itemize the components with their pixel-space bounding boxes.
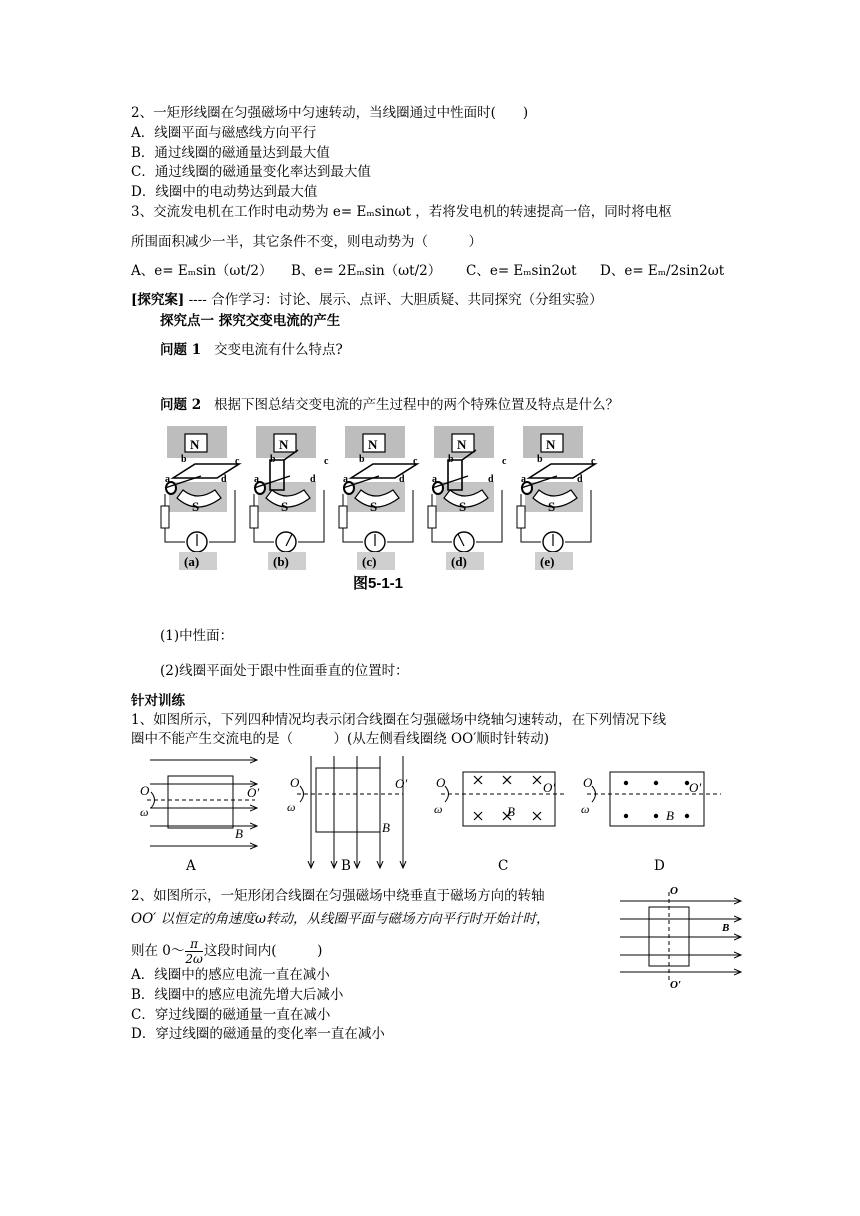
south-label: S xyxy=(548,499,556,514)
resistor xyxy=(250,506,258,528)
coil-letter-b: b xyxy=(270,454,276,465)
explore-point-title: 探究点一 探究交变电流的产生 xyxy=(160,313,341,329)
panel-label: (e) xyxy=(540,554,555,569)
coil-letter-c: c xyxy=(324,456,329,467)
coil-letter-d: d xyxy=(399,474,405,485)
training-title: 针对训练 xyxy=(131,693,185,709)
north-label: N xyxy=(279,437,289,452)
coil-letter-a: a xyxy=(521,474,526,485)
diagram-a-omega: ω xyxy=(140,805,149,819)
coil-letter-d: d xyxy=(221,474,227,485)
diagram-a-b: B xyxy=(235,826,243,841)
coil-letter-b: b xyxy=(448,454,454,465)
training-q2-option-c: C．穿过线圈的磁通量一直在减小 xyxy=(131,1007,331,1023)
north-label: N xyxy=(190,437,200,452)
q2-stem: 2、一矩形线圈在匀强磁场中匀速转动，当线圈通过中性面时( ) xyxy=(131,105,529,121)
coil-letter-c: c xyxy=(591,456,596,467)
south-label: S xyxy=(459,499,467,514)
galvanometer xyxy=(276,532,296,552)
q2-fraction xyxy=(185,937,202,966)
question-2-text: 根据下图总结交变电流的产生过程中的两个特殊位置及特点是什么？ xyxy=(213,397,619,413)
question-1 xyxy=(160,341,343,359)
diagram-b-o: O xyxy=(290,775,300,790)
q2-option-a: A．线圈平面与磁感线方向平行 xyxy=(131,125,317,141)
training-q2-line3 xyxy=(131,937,322,966)
coil-letter-b: b xyxy=(359,454,365,465)
resistor xyxy=(339,506,347,528)
coil-letter-a: a xyxy=(165,474,170,485)
training-q2-line1: 2、如图所示，一矩形闭合线圈在匀强磁场中绕垂直于磁场方向的转轴 xyxy=(131,888,545,904)
training-q1-line2: 圈中不能产生交流电的是（ ）(从左侧看线圈绕 OO′顺时针转动) xyxy=(131,731,550,747)
north-label: N xyxy=(457,437,467,452)
coil-letter-d: d xyxy=(310,474,316,485)
training-q2-option-a: A．线圈中的感应电流一直在减小 xyxy=(131,967,330,983)
diagram-d-b: B xyxy=(666,808,674,823)
diagram-c-b: B xyxy=(507,804,515,819)
panel-label: (b) xyxy=(273,554,289,569)
north-label: N xyxy=(368,437,378,452)
question-1-label: 问题 1 xyxy=(160,342,202,358)
coil-letter-b: b xyxy=(537,454,543,465)
q2-option-d: D．线圈中的电动势达到最大值 xyxy=(131,184,318,200)
north-label: N xyxy=(546,437,556,452)
diagram-c-omega: ω xyxy=(434,802,443,816)
coil-letter-d: d xyxy=(577,474,583,485)
diagram-d-omega: ω xyxy=(581,802,590,816)
diagram-d-op: O′ xyxy=(689,780,702,795)
diagram-label-d: D xyxy=(654,858,665,874)
panel-label: (d) xyxy=(451,554,467,569)
diagram-a-op: O′ xyxy=(247,785,260,800)
figure-caption: 图5-1-1 xyxy=(353,575,404,592)
training-q2-line2: OO′ 以恒定的角速度ω转动，从线圈平面与磁场方向平行时开始计时， xyxy=(131,911,550,927)
q2-suffix: 这段时间内( ) xyxy=(203,943,323,959)
diagram-label-c: C xyxy=(498,858,509,874)
diagram-b-b: B xyxy=(382,820,390,835)
question-1-text: 交变电流有什么特点? xyxy=(213,342,343,358)
q2-option-c: C．通过线圈的磁通量变化率达到最大值 xyxy=(131,164,371,180)
q2-prefix: 则在 0～ xyxy=(131,943,185,959)
training-q1-line1: 1、如图所示，下列四种情况均表示闭合线圈在匀强磁场中绕轴匀速转动，在下列情况下线 xyxy=(131,712,667,728)
diagram-d-o: O xyxy=(583,775,593,790)
diagram-c-op: O′ xyxy=(543,780,556,795)
question-2-label: 问题 2 xyxy=(160,397,202,413)
coil-letter-d: d xyxy=(488,474,494,485)
coil-letter-a: a xyxy=(343,474,348,485)
answer-neutral-plane: (1)中性面： xyxy=(160,628,234,644)
panel-label: (c) xyxy=(362,554,377,569)
diagram-a-o: O xyxy=(140,783,150,798)
coil-letter-c: c xyxy=(235,456,240,467)
coil-o: O xyxy=(670,885,678,897)
resistor xyxy=(428,506,436,528)
diagram-c xyxy=(434,772,567,826)
q3-stem-line2: 所围面积减少一半，其它条件不变，则电动势为（ ） xyxy=(131,234,482,250)
coil-letter-a: a xyxy=(432,474,437,485)
galvanometer xyxy=(454,532,474,552)
training-q2-option-d: D．穿过线圈的磁通量的变化率一直在减小 xyxy=(131,1026,385,1042)
coil-op: O′ xyxy=(670,979,682,990)
coil-letter-a: a xyxy=(254,474,259,485)
question-2 xyxy=(160,396,619,414)
diagram-b-omega: ω xyxy=(287,800,296,814)
generator-figure xyxy=(155,420,605,595)
q3-option-b: B、e= 2Eₘsin（ωt/2） xyxy=(291,263,442,279)
diagram-d xyxy=(581,772,721,826)
south-label: S xyxy=(281,499,289,514)
q2-fraction-den: 2ω xyxy=(185,952,203,966)
diagram-label-b: B xyxy=(341,858,351,874)
south-label: S xyxy=(192,499,200,514)
explore-header xyxy=(131,291,603,309)
coil-b: B xyxy=(722,922,730,934)
rotation-diagrams xyxy=(135,750,725,880)
diagram-label-a: A xyxy=(186,858,196,874)
diagram-b xyxy=(287,756,407,868)
q3-option-a: A、e= Eₘsin（ωt/2） xyxy=(131,263,273,279)
coil-letter-c: c xyxy=(413,456,418,467)
q2-option-b: B．通过线圈的磁通量达到最大值 xyxy=(131,145,330,161)
diagram-a xyxy=(140,760,259,846)
diagram-b-op: O′ xyxy=(395,776,408,791)
resistor xyxy=(161,506,169,528)
q3-option-d: D、e= Eₘ/2sin2ωt xyxy=(600,263,725,279)
explore-header-tag: [探究案] xyxy=(131,292,185,308)
resistor xyxy=(517,506,525,528)
q3-stem-line1: 3、交流发电机在工作时电动势为 e= Eₘsinωt ，若将发电机的转速提高一倍，同时将电枢 xyxy=(131,204,672,220)
panel-label: (a) xyxy=(184,554,200,569)
training-q2-option-b: B．线圈中的感应电流先增大后减小 xyxy=(131,987,344,1003)
diagram-c-o: O xyxy=(436,775,446,790)
rotating-coil-diagram xyxy=(615,880,750,990)
answer-perpendicular: (2)线圈平面处于跟中性面垂直的位置时： xyxy=(160,663,409,679)
coil-letter-b: b xyxy=(181,454,187,465)
q3-option-c: C、e= Eₘsin2ωt xyxy=(466,263,577,279)
q2-fraction-num: π xyxy=(185,937,202,952)
explore-header-text: ---- 合作学习：讨论、展示、点评、大胆质疑、共同探究（分组实验） xyxy=(188,292,603,308)
south-label: S xyxy=(370,499,378,514)
coil-letter-c: c xyxy=(502,456,507,467)
